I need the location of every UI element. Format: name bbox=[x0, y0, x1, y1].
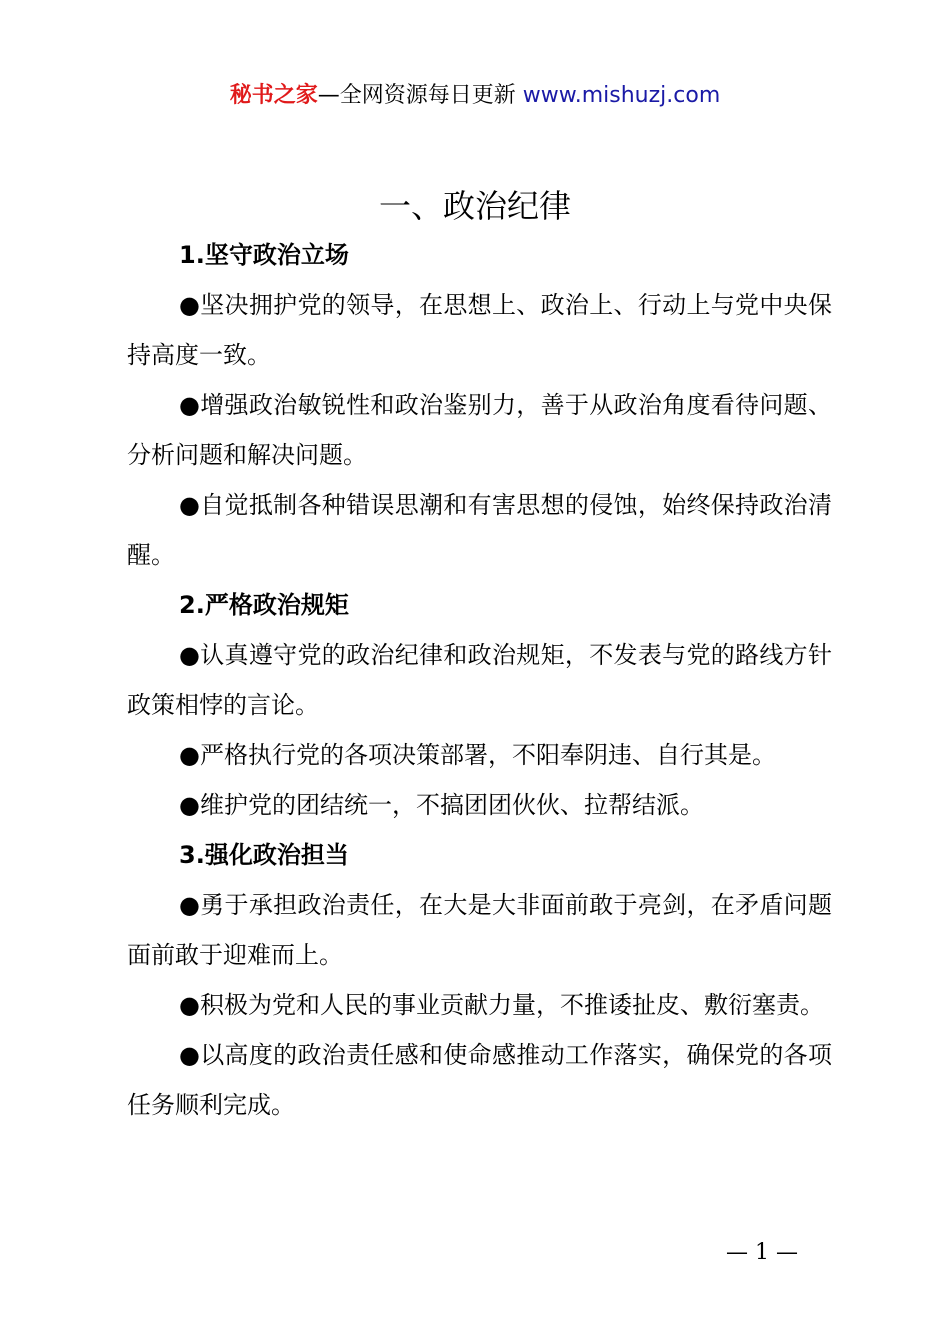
bullet-paragraph: ●坚决拥护党的领导，在思想上、政治上、行动上与党中央保持高度一致。 bbox=[127, 291, 832, 369]
site-header bbox=[0, 80, 950, 112]
site-url-link[interactable]: www.mishuzj.com bbox=[522, 83, 721, 108]
page-number: — 1 — bbox=[726, 1240, 798, 1265]
bullet-paragraph: ●积极为党和人民的事业贡献力量，不推诿扯皮、敷衍塞责。 bbox=[179, 991, 824, 1019]
document-title: 一、政治纪律 bbox=[378, 187, 571, 225]
bullet-paragraph: ●自觉抵制各种错误思潮和有害思想的侵蚀，始终保持政治清醒。 bbox=[127, 491, 832, 569]
section-heading: 2.严格政治规矩 bbox=[179, 591, 349, 619]
site-slogan: —全网资源每日更新 bbox=[317, 83, 516, 108]
bullet-paragraph: ●认真遵守党的政治纪律和政治规矩，不发表与党的路线方针政策相悖的言论。 bbox=[127, 641, 832, 719]
section-heading: 1.坚守政治立场 bbox=[179, 241, 349, 269]
bullet-paragraph: ●勇于承担政治责任，在大是大非面前敢于亮剑，在矛盾问题面前敢于迎难而上。 bbox=[127, 891, 832, 969]
document-body bbox=[127, 230, 832, 1130]
bullet-paragraph: ●严格执行党的各项决策部署，不阳奉阴违、自行其是。 bbox=[179, 741, 776, 769]
bullet-paragraph: ●维护党的团结统一，不搞团团伙伙、拉帮结派。 bbox=[179, 791, 704, 819]
section-heading: 3.强化政治担当 bbox=[179, 841, 349, 869]
site-brand: 秘书之家 bbox=[229, 83, 318, 108]
bullet-paragraph: ●以高度的政治责任感和使命感推动工作落实，确保党的各项任务顺利完成。 bbox=[127, 1041, 832, 1119]
bullet-paragraph: ●增强政治敏锐性和政治鉴别力，善于从政治角度看待问题、分析问题和解决问题。 bbox=[127, 391, 832, 469]
